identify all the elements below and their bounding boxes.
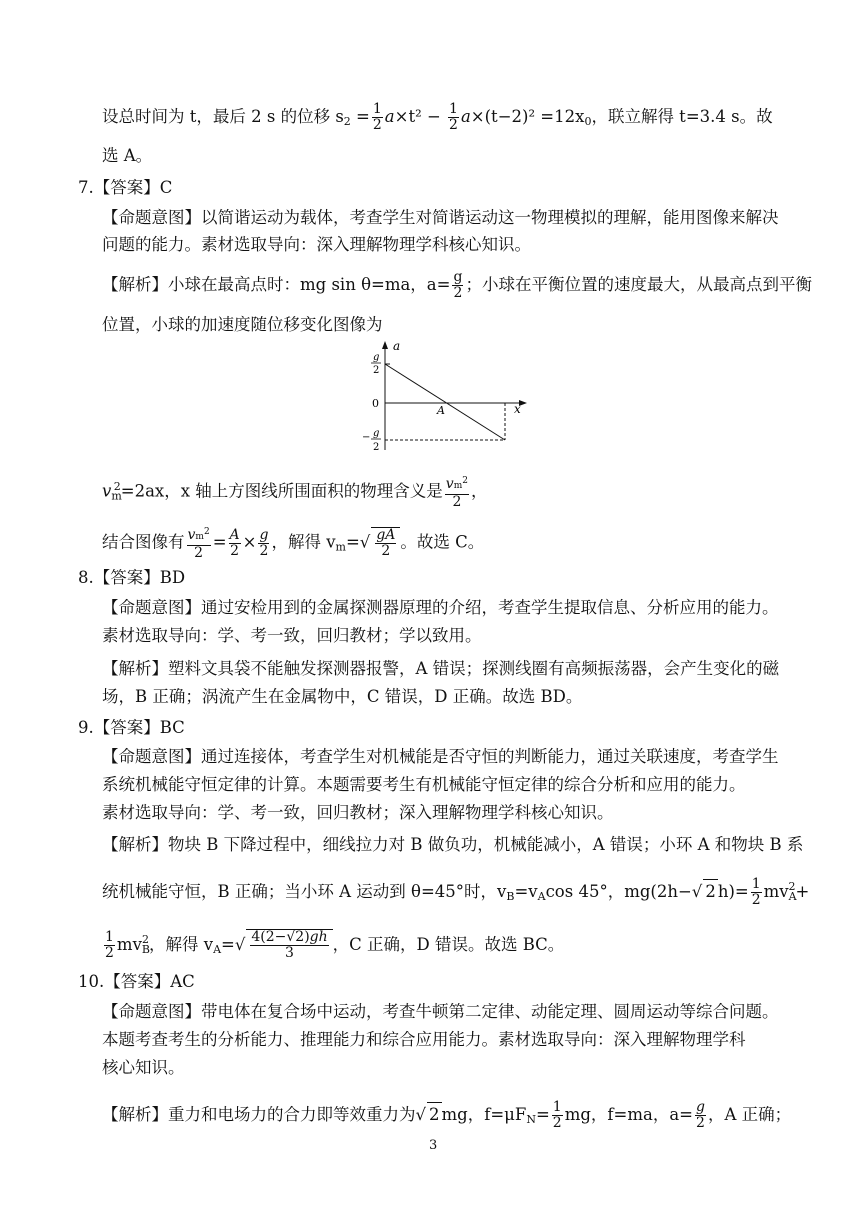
- q9-answer: 9.【答案】BC: [78, 718, 185, 737]
- graph-bottom-label-den: 2: [373, 442, 380, 453]
- q8-analysis-line1: 【解析】塑料文具袋不能触发探测器报警，A 错误；探测线圈有高频振荡器，会产生变化的磁: [102, 659, 780, 678]
- q9-analysis-line1: 【解析】物块 B 下降过程中，细线拉力对 B 做负功，机械能减小，A 错误；小环 A 和物块 B 系: [102, 835, 804, 854]
- acceleration-displacement-graph: [360, 340, 530, 455]
- q9-intent-line2: 系统机械能守恒定律的计算。本题需要考生有机械能守恒定律的综合分析和应用的能力。: [102, 775, 746, 794]
- q7-analysis-line2: 位置，小球的加速度随位移变化图像为: [102, 315, 383, 334]
- q7-equation-line2: 结合图像有 $\frac{vm^2}{2}$ = $\frac{A}{2}$ × $\frac{g}{2}$ ，解得 $v_m=√$ $\frac{gA}{2}$ 。故选 C。: [102, 526, 485, 561]
- graph-bottom-label-num: g: [373, 428, 380, 439]
- graph-y-label: a: [393, 340, 401, 353]
- q9-intent-line1: 【命题意图】通过连接体，考查学生对机械能是否守恒的判断能力，通过关联速度，考查学生: [102, 747, 779, 766]
- q7-equation-line1: $v_m^2=2ax$，x 轴上方图线所围面积的物理含义是 $\frac{vm^2}{2}$ ，: [102, 476, 488, 510]
- q10-analysis-line1: 【解析】重力和电场力的合力即等效重力为√ 2 mg，$f=\mu F_N=$ $\frac{1}{2}$ mg，f=ma，a= $\frac{g}{2}$ ，A 正确；: [102, 1099, 792, 1131]
- q7-intent-line2: 问题的能力。素材选取导向：深入理解物理学科核心知识。: [102, 235, 531, 254]
- q8-intent-line1: 【命题意图】通过安检用到的金属探测器原理的介绍，考查学生提取信息、分析应用的能力。: [102, 598, 779, 617]
- q8-answer: 8.【答案】BD: [78, 568, 186, 587]
- q7-analysis-line1: 【解析】小球在最高点时：mg sin θ=ma，a= $\frac{g}{2}$ ；小球在平衡位置的速度最大，从最高点到平衡: [102, 269, 812, 301]
- q8-intent-line2: 素材选取导向：学、考一致，回归教材；学以致用。: [102, 626, 482, 645]
- q6-solution-line1: 设总时间为 t，最后 2 s 的位移 $s_2$ = $\frac{1}{2}$ a×t² − $\frac{1}{2}$ $a\times(t-2)^2 =12x_0$，联立解得 t=3.4 s。故: [102, 101, 773, 133]
- page-number: 3: [429, 1138, 438, 1153]
- graph-top-label-num: g: [373, 352, 380, 363]
- graph-x-label: x: [514, 402, 521, 416]
- graph-top-label-den: 2: [373, 365, 380, 376]
- q6-solution-line2: 选 A。: [102, 146, 153, 165]
- q10-intent-line2: 本题考查考生的分析能力、推理能力和综合应用能力。素材选取导向：深入理解物理学科: [102, 1030, 746, 1049]
- q9-intent-line3: 素材选取导向：学、考一致，回归教材；深入理解物理学科核心知识。: [102, 803, 614, 822]
- q10-intent-line1: 【命题意图】带电体在复合场中运动，考查牛顿第二定律、动能定理、圆周运动等综合问题。: [102, 1002, 779, 1021]
- q7-intent-line1: 【命题意图】以简谐运动为载体，考查学生对简谐运动这一物理模拟的理解，能用图像来解决: [102, 208, 779, 227]
- graph-bottom-sign: −: [362, 432, 371, 443]
- graph-origin: 0: [372, 397, 379, 410]
- q9-analysis-line3: $\frac{1}{2}$ $mv_B^2$，解得 $v_A=√$ $\frac{4(2-√2)gh}{3}$ ，C 正确，D 错误。故选 BC。: [105, 929, 565, 961]
- q10-answer: 10.【答案】AC: [78, 972, 195, 991]
- q7-answer: 7.【答案】C: [78, 178, 173, 197]
- graph-point-a: A: [437, 404, 445, 417]
- q10-intent-line3: 核心知识。: [102, 1058, 185, 1077]
- q8-analysis-line2: 场，B 正确；涡流产生在金属物中，C 错误，D 正确。故选 BD。: [102, 687, 583, 706]
- q9-analysis-line2: 统机械能守恒，B 正确；当小环 A 运动到 θ=45°时，$v_B=v_A\cos$ 45°，mg(2h−√ 2 h)= $\frac{1}{2}$ $mv_A^2+$: [102, 876, 810, 908]
